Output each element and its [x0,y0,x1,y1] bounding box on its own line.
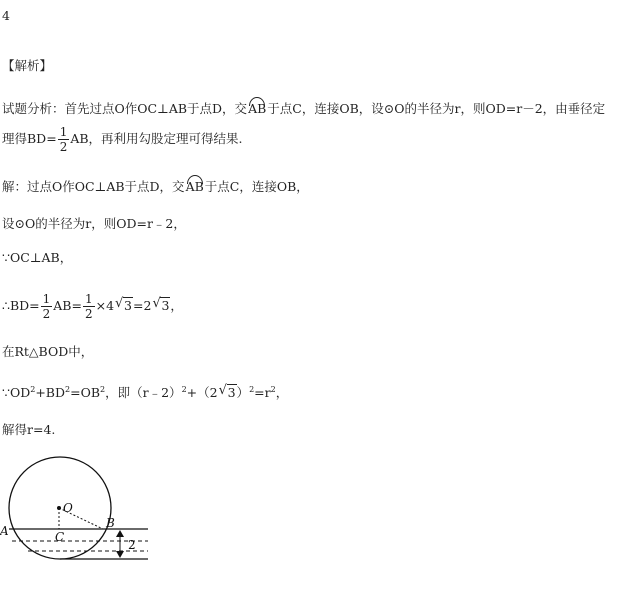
analysis-line-2 [2,126,243,153]
fraction-half [58,126,70,153]
section-title: 【解析】 [2,58,53,73]
analysis-text: AB，再利用勾股定理可得结果. [70,131,243,146]
exponent: 2 [249,385,255,394]
radical-sign: √ [115,296,124,311]
solution-text: ） [236,385,250,400]
radicand: 3 [161,298,170,313]
fraction-denominator: 2 [59,140,68,154]
fraction-numerator: 1 [42,292,51,306]
radicand: 3 [227,385,236,400]
fraction-numerator: 1 [84,292,93,306]
solution-text: ∵OD [2,385,31,400]
analysis-text: 理得BD= [2,131,57,146]
square-root [218,383,237,400]
center-point [57,506,61,510]
fraction-denominator: 2 [84,307,93,321]
solution-text: ∴BD= [2,298,40,313]
solution-text: AB= [53,298,82,313]
solution-text: 于点C，连接OB， [204,179,309,194]
radicand: 3 [124,298,132,313]
analysis-text: 试题分析：首先过点O作OC⊥AB于点D，交 [2,101,248,116]
solution-text: +BD [35,385,66,400]
solution-text: =r [254,385,271,400]
exponent: 2 [181,385,187,394]
solution-line-4 [2,293,183,320]
arc-ab-label: AB [248,101,267,116]
depth-arrow-head-down [116,551,124,558]
solution-text: ， [275,385,289,400]
solution-text: =2 [133,298,152,313]
label-depth: 2 [128,538,136,552]
square-root [152,296,170,313]
square-root [115,296,133,313]
depth-arrow-head-up [116,530,124,537]
circle-figure [0,456,160,601]
solution-line-1 [2,177,309,194]
solution-text: ， [170,298,183,313]
label-c: C [55,530,65,544]
radical-sign: √ [152,296,161,311]
solution-line-3: ∵OC⊥AB， [2,250,73,265]
fraction-half [83,293,95,320]
fraction-numerator: 1 [59,125,68,139]
solution-line-6 [2,383,289,400]
solution-text: 解：过点O作OC⊥AB于点D，交 [2,179,185,194]
exponent: 2 [270,385,276,394]
exponent: 2 [30,385,36,394]
solution-line-7: 解得r=4. [2,422,56,437]
analysis-text: 于点C，连接OB，设⊙O的半径为r，则OD=r－2，由垂径定 [267,101,606,116]
solution-line-5: 在Rt△BOD中， [2,344,94,359]
label-a: A [0,524,9,538]
exponent: 2 [65,385,71,394]
exponent: 2 [100,385,106,394]
fraction-half [41,293,53,320]
solution-line-2: 设⊙O的半径为r，则OD=r﹣2， [2,216,186,231]
problem-number: 4 [2,8,10,23]
solution-text: ，即（r﹣2） [105,385,182,400]
radical-sign: √ [218,383,227,398]
solution-text: =OB [70,385,101,400]
label-o: O [63,501,73,515]
solution-text: ×4 [95,298,115,313]
fraction-denominator: 2 [42,307,51,321]
label-b: B [106,516,115,530]
analysis-line-1 [2,99,605,116]
arc-ab-label: AB [185,179,204,194]
solution-text: +（2 [186,385,218,400]
